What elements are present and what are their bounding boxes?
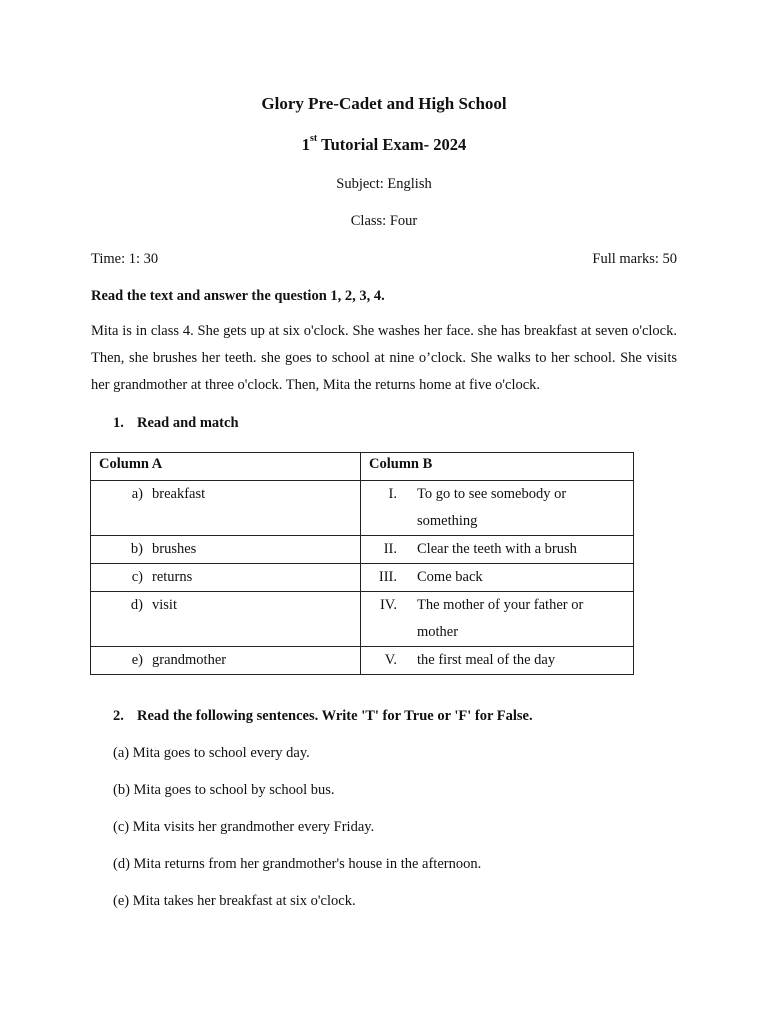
question-2-number: 2. — [113, 708, 124, 724]
match-table — [90, 452, 634, 675]
class-line: Class: Four — [350, 213, 418, 229]
column-a-letter: d) — [130, 597, 143, 613]
reading-passage: Mita is in class 4. She gets up at six o'clock. She washes her face. she has breakfast at seven o'clock. Then, she brushes her teeth. she goes to school at nine o’clock. She walks to her school. She visits her grandmother at three o'clock. Then, Mita the returns home at five o'clock. — [91, 323, 677, 393]
column-b-numeral: IV. — [379, 597, 397, 613]
question-1-heading — [91, 415, 239, 432]
question-2-heading — [91, 708, 533, 725]
column-b-meaning: The mother of your father or mother — [417, 597, 584, 640]
question-1-title: Read and match — [137, 415, 239, 431]
column-a-word: brushes — [152, 541, 197, 557]
column-a-header: Column A — [91, 453, 361, 481]
column-a-letter: b) — [130, 541, 143, 557]
match-table-header — [91, 453, 634, 481]
question-1-number: 1. — [113, 415, 124, 431]
reading-instruction: Read the text and answer the question 1, 2, 3, 4. — [91, 288, 385, 304]
true-false-item: (e) Mita takes her breakfast at six o'clock. — [113, 893, 356, 909]
column-b-numeral: V. — [384, 652, 397, 668]
column-b-meaning: the first meal of the day — [417, 652, 556, 668]
true-false-item: (d) Mita returns from her grandmother's house in the afternoon. — [113, 856, 482, 872]
subject-line: Subject: English — [336, 176, 432, 192]
full-marks-label: Full marks: 50 — [592, 251, 677, 267]
table-row — [91, 536, 634, 564]
column-b-numeral: I. — [388, 486, 397, 502]
exam-number: 1 — [301, 135, 311, 154]
column-a-word: visit — [152, 597, 177, 613]
column-a-letter: e) — [131, 652, 143, 668]
true-false-item: (a) Mita goes to school every day. — [113, 745, 310, 761]
table-row — [91, 592, 634, 647]
column-b-meaning: To go to see somebody or something — [417, 486, 567, 529]
table-row — [91, 564, 634, 592]
true-false-item: (c) Mita visits her grandmother every Friday. — [113, 819, 375, 835]
exam-title — [0, 135, 768, 155]
true-false-item: (b) Mita goes to school by school bus. — [113, 782, 335, 798]
exam-title-rest: Tutorial Exam- 2024 — [317, 135, 467, 154]
column-a-letter: c) — [131, 569, 143, 585]
exam-ordinal-suffix: st — [310, 133, 318, 144]
column-b-meaning: Clear the teeth with a brush — [417, 541, 577, 557]
column-a-word: returns — [152, 569, 193, 585]
column-b-meaning: Come back — [417, 569, 483, 585]
column-a-letter: a) — [131, 486, 143, 502]
column-b-numeral: II. — [383, 541, 397, 557]
time-label: Time: 1: 30 — [91, 251, 159, 267]
column-a-word: breakfast — [152, 486, 206, 502]
table-row — [91, 481, 634, 536]
column-a-word: grandmother — [152, 652, 227, 668]
column-b-numeral: III. — [378, 569, 397, 585]
column-b-header: Column B — [361, 453, 634, 481]
school-name: Glory Pre-Cadet and High School — [261, 94, 507, 113]
table-row — [91, 647, 634, 675]
question-2-title: Read the following sentences. Write 'T' for True or 'F' for False. — [137, 708, 533, 724]
